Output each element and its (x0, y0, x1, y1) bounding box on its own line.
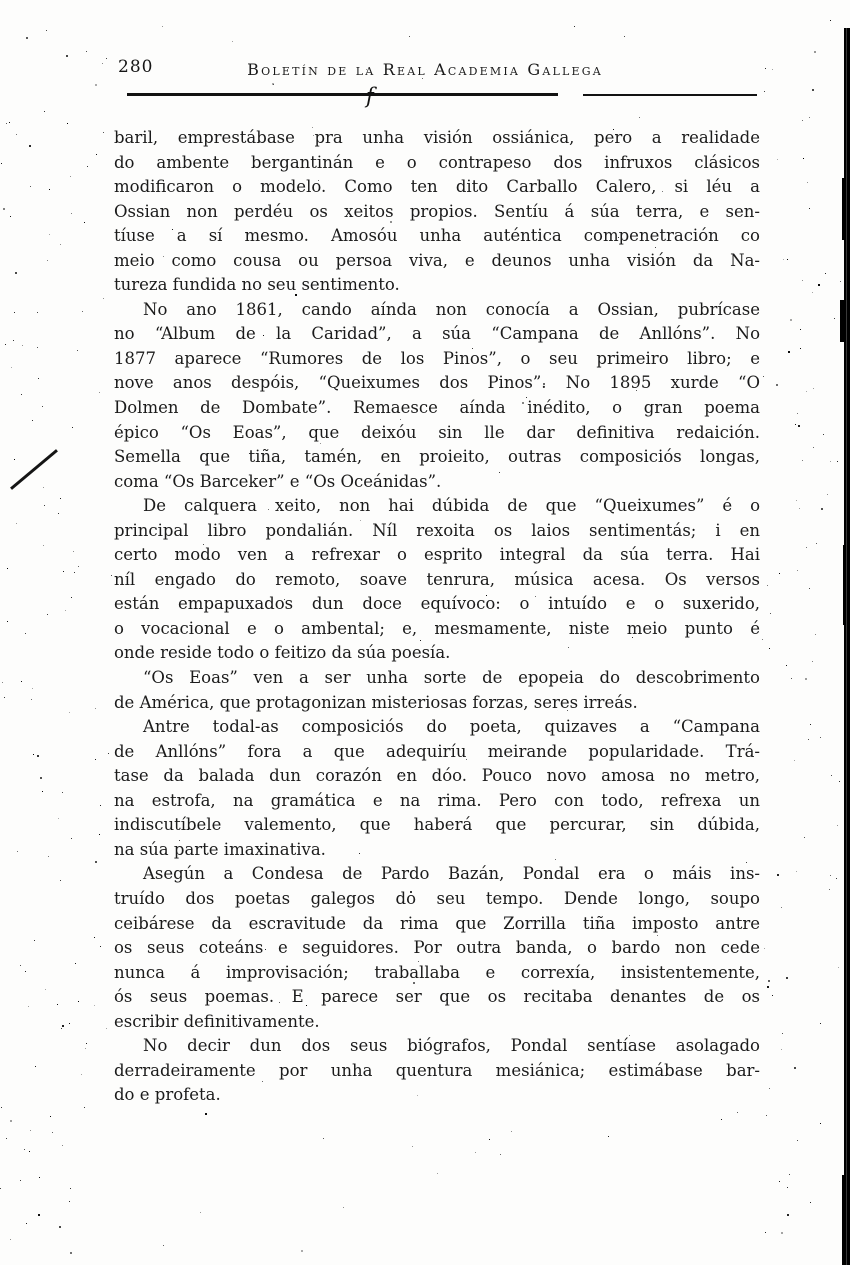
text-line: o vocacional e o ambental; e, mesmamente, niste meio punto é (114, 618, 760, 638)
text-line: certo modo ven a refrexar o esprito integral da súa terra. Hai (114, 545, 760, 565)
paragraph (114, 126, 760, 298)
text-line: “Os Eoas” ven a ser unha sorte de epopeia do descobrimento (143, 668, 760, 688)
text-line: Antre todal-as composiciós do poeta, quizaves a “Campana (143, 717, 760, 737)
text-line: De calquera xeito, non hai dúbida de que “Queixumes” é o (143, 496, 760, 516)
header-rule-left (127, 93, 558, 96)
text-line: modificaron o modelo. Como ten dito Carballo Calero, si léu a (114, 177, 760, 197)
header-rule-right (583, 94, 757, 96)
text-line: épico “Os Eoas”, que deixóu sin lle dar definitiva redaición. (114, 422, 760, 442)
text-line: na estrofa, na gramática e na rima. Pero con todo, refrexa un (114, 790, 760, 810)
text-line: Ossian non perdéu os xeitos propios. Sentíu á súa terra, e sen- (114, 201, 760, 221)
text-line: do ambente bergantinán e o contrapeso dos infruxos clásicos (114, 152, 760, 172)
text-line: coma “Os Barceker” e “Os Oceánidas”. (114, 471, 442, 491)
text-line: ós seus poemas. E parece ser que os recitaba denantes de os (114, 987, 760, 1007)
text-line: do e profeta. (114, 1085, 221, 1105)
paragraph (114, 715, 760, 862)
scan-edge-notch (843, 545, 846, 625)
text-line: nove anos despóis, “Queixumes dos Pinos”. No 1895 xurde “O (114, 373, 760, 393)
page-number: 280 (118, 57, 154, 77)
text-line: escribir definitivamente. (114, 1011, 320, 1031)
text-line: derradeiramente por unha quentura mesiánica; estimábase bar- (114, 1060, 760, 1080)
text-line: meio como cousa ou persoa viva, e deunos unha visión da Na- (114, 250, 760, 270)
text-line: tase da balada dun corazón en dóo. Pouco novo amosa no metro, (114, 766, 760, 786)
text-line: onde reside todo o feitizo da súa poesía. (114, 643, 451, 663)
text-line: 1877 aparece “Rumores de los Pinos”, o seu primeiro libro; e (114, 348, 760, 368)
text-line: Asegún a Condesa de Pardo Bazán, Pondal era o máis ins- (143, 864, 760, 884)
scan-edge-notch (842, 178, 846, 240)
paragraph (114, 862, 760, 1034)
text-line: ceibárese da escravitude da rima que Zorrilla tiña imposto antre (114, 913, 760, 933)
text-line: No ano 1861, cando aínda non conocía a Ossian, pubrícase (143, 299, 760, 319)
paragraph (114, 666, 760, 715)
text-line: os seus coteáns e seguidores. Por outra banda, o bardo non cede (114, 938, 760, 958)
text-line: principal libro pondalián. Níl rexoita os laios sentimentás; i en (114, 520, 760, 540)
paragraph (114, 298, 760, 494)
text-line: tureza fundida no seu sentimento. (114, 275, 400, 295)
text-line: baril, emprestábase pra unha visión ossiánica, pero a realidade (114, 128, 760, 147)
text-line: indiscutíbele valemento, que haberá que percurar, sin dúbida, (114, 815, 760, 835)
text-line: tíuse a sí mesmo. Amosóu unha auténtica compenetración co (114, 226, 760, 246)
paragraph (114, 494, 760, 666)
text-line: nunca á improvisación; traballaba e correxía, insistentemente, (114, 962, 760, 982)
scan-edge-notch (840, 300, 846, 342)
scan-edge-notch (842, 1175, 846, 1265)
text-line: truído dos poetas galegos do seu tempo. Dende longo, soupo (114, 888, 760, 908)
text-line: de América, que protagonizan misteriosas forzas, seres irreás. (114, 692, 638, 712)
text-line: de Anllóns” fora a que adequiríu meirande popularidade. Trá- (114, 741, 760, 761)
text-line: níl engado do remoto, soave tenrura, música acesa. Os versos (114, 569, 760, 589)
text-line: no “Album de la Caridad”, a súa “Campana de Anllóns”. No (114, 324, 760, 344)
stray-f-mark: f (366, 84, 374, 108)
text-line: na súa parte imaxinativa. (114, 839, 326, 859)
body-text (114, 126, 760, 1108)
text-line: No decir dun dos seus biógrafos, Pondal sentíase asolagado (143, 1036, 760, 1056)
text-line: Semella que tiña, tamén, en proieito, outras composiciós longas, (114, 447, 760, 467)
running-title: Boletín de la Real Academia Gallega (247, 60, 603, 79)
text-line: están empapuxados dun doce equívoco: o intuído e o suxerido, (114, 594, 760, 614)
text-line: Dolmen de Dombate”. Remaesce aínda inédito, o gran poema (114, 398, 760, 418)
paragraph (114, 1034, 760, 1108)
